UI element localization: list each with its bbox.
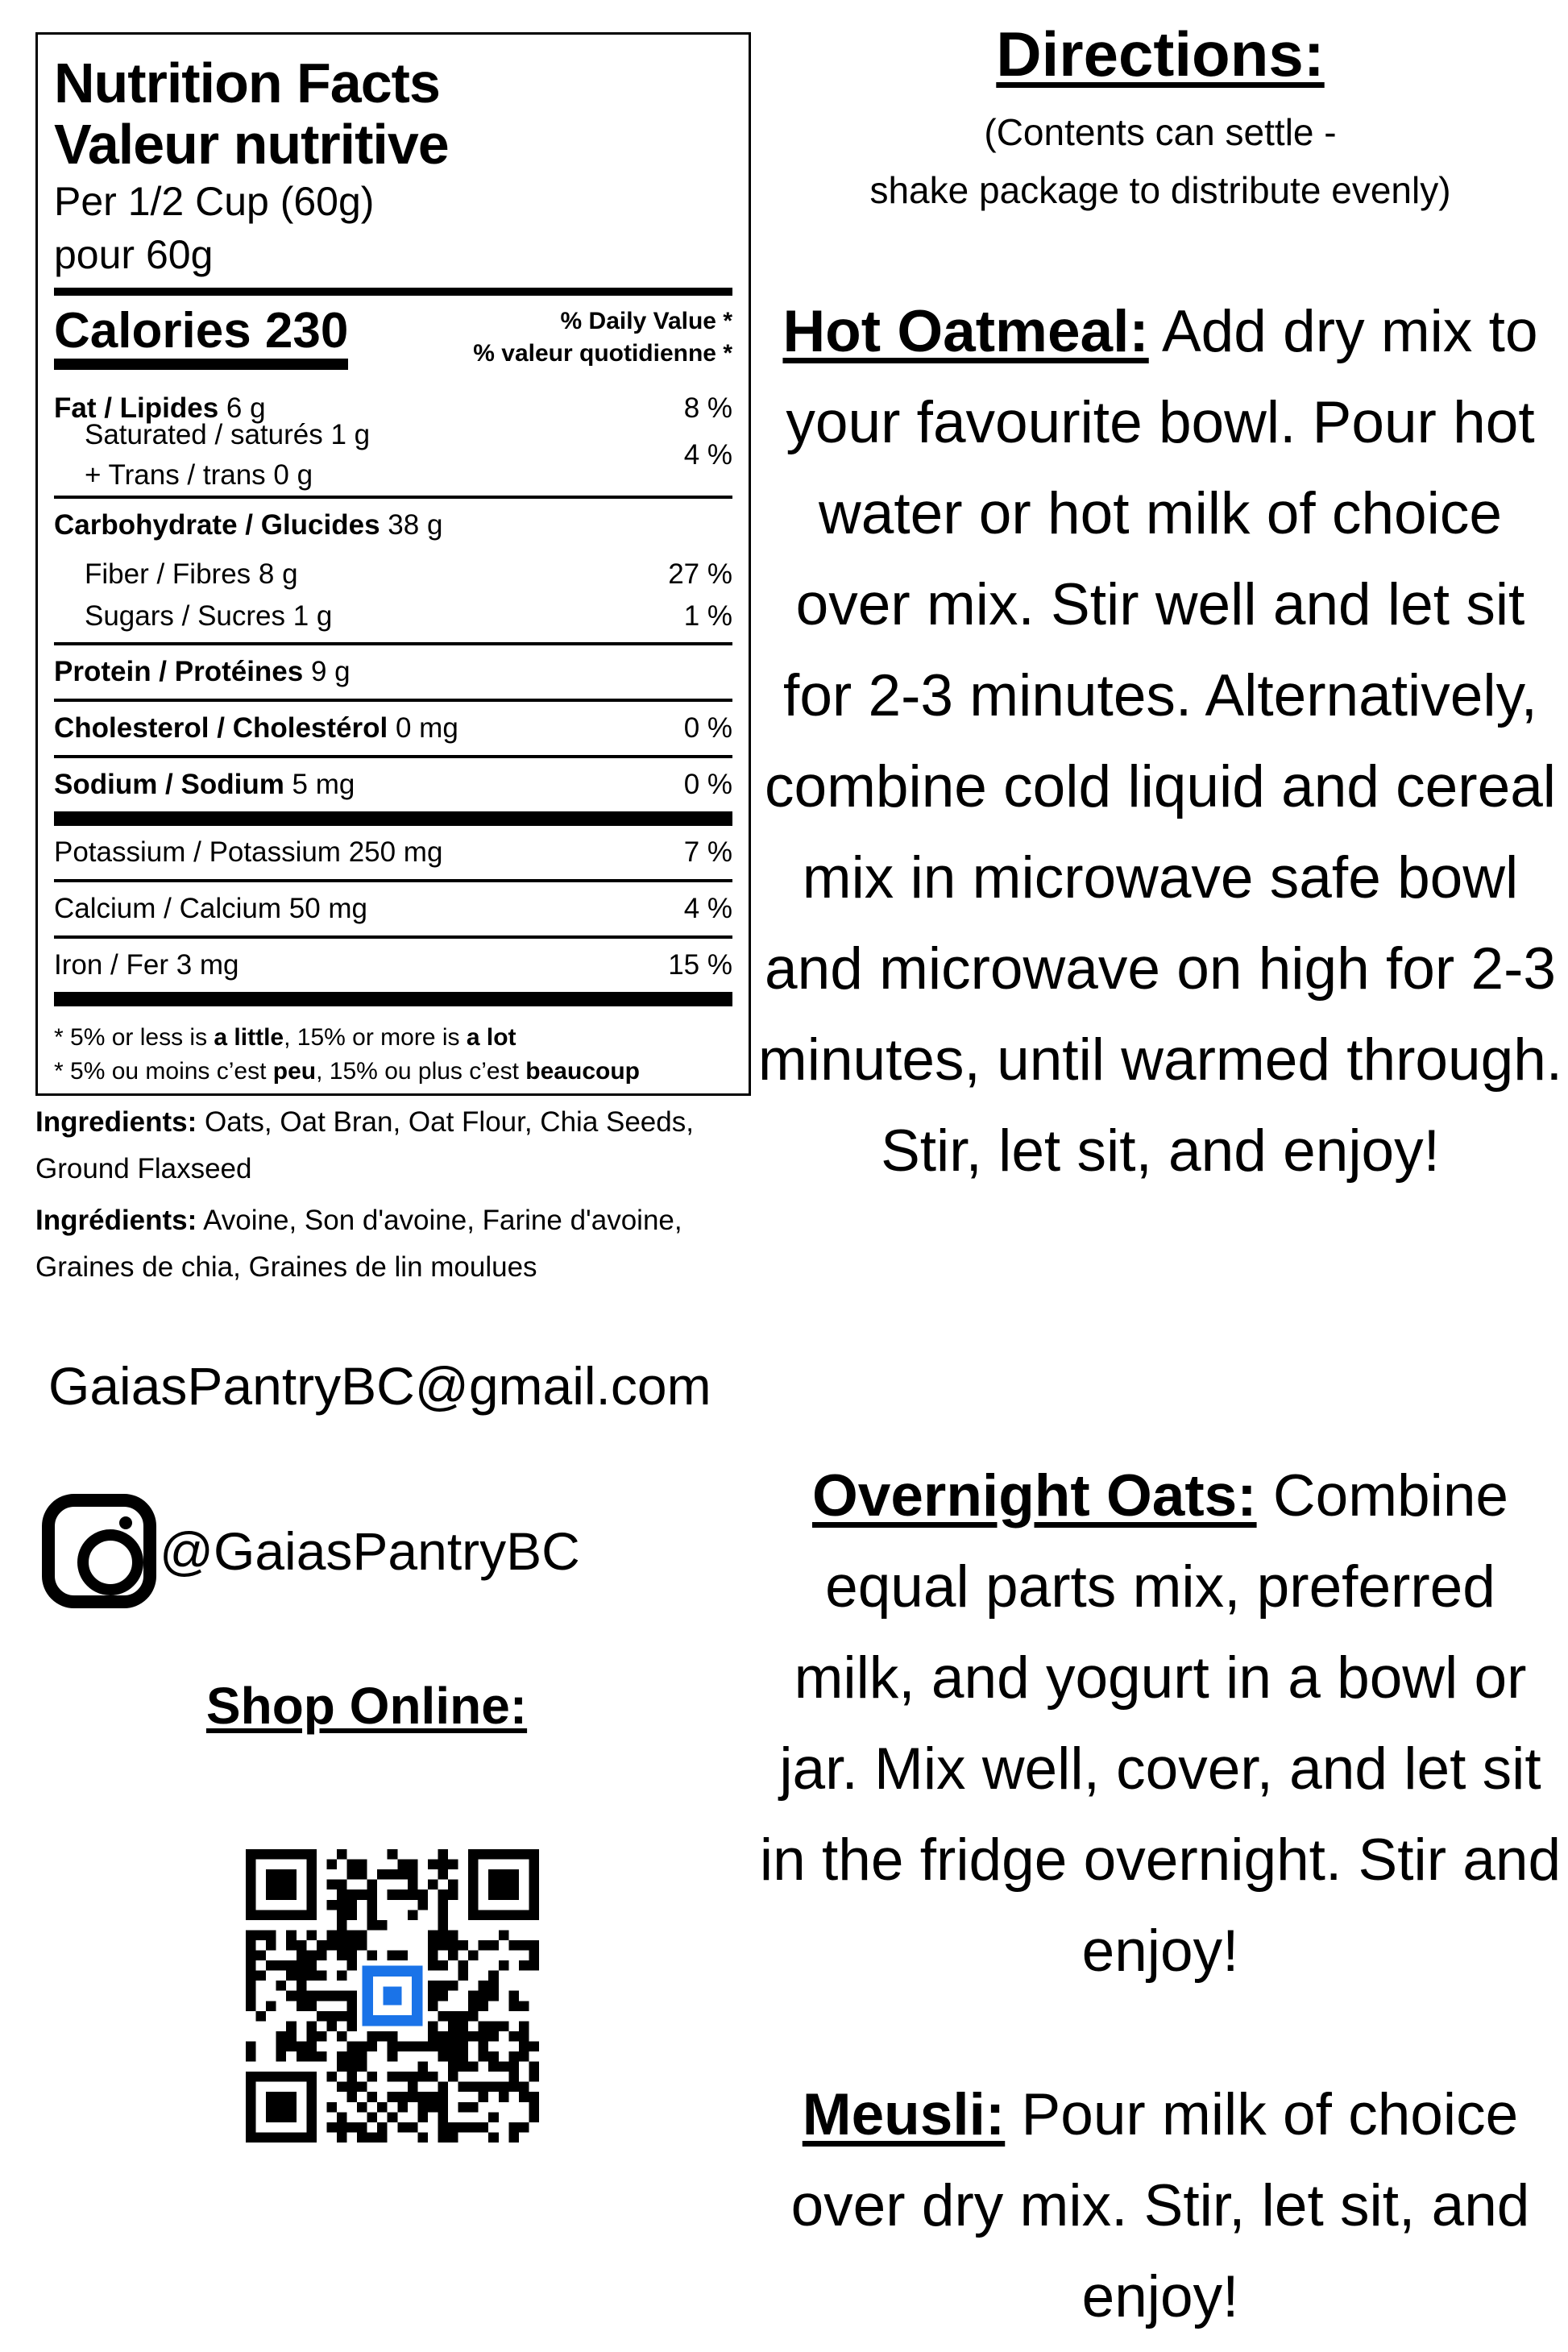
footnote-text: , 15% or more is: [284, 1024, 467, 1051]
cholesterol-row: [54, 702, 732, 755]
ingredients-en-label: Ingredients:: [35, 1106, 197, 1138]
protein-row: [54, 645, 732, 699]
cholesterol-dv: 0 %: [683, 712, 732, 744]
hot-oatmeal-heading: Hot Oatmeal:: [782, 299, 1149, 364]
saturated-trans-row: [54, 415, 732, 496]
footnote-text: * 5% ou moins c’est: [54, 1058, 273, 1085]
hot-oatmeal-text: Add dry mix to your favourite bowl. Pour hot water or hot milk of choice over mix. Stir well and let sit for 2-3 minutes. Alternatively, combine cold liquid and cereal mix in microwave safe bowl and microwave on high for 2-3 minutes, until warmed through. Stir, let sit, and enjoy!: [757, 299, 1563, 1184]
directions-note-line1: (Contents can settle -: [984, 111, 1337, 153]
footnote-bold: a little: [214, 1024, 284, 1051]
carb-label: Carbohydrate / Glucides: [54, 509, 380, 541]
meusli-directions: [757, 2069, 1563, 2342]
directions-title: Directions:: [996, 19, 1325, 89]
calcium-label: Calcium / Calcium 50 mg: [54, 893, 367, 924]
saturated-trans-dv: 4 %: [683, 439, 732, 471]
calcium-dv: 4 %: [683, 893, 732, 924]
sugars-row: [54, 597, 732, 636]
nutrition-title-fr: Valeur nutritive: [54, 113, 449, 176]
footnote-en: [54, 1021, 732, 1055]
potassium-dv: 7 %: [683, 836, 732, 868]
carbohydrate-row: [54, 499, 732, 552]
fat-dv: 8 %: [683, 392, 732, 424]
ingredients-en-text: Oats, Oat Bran, Oat Flour, Chia Seeds, Ground Flaxseed: [35, 1106, 694, 1184]
fiber-label: Fiber / Fibres 8 g: [85, 558, 298, 590]
sodium-dv: 0 %: [683, 769, 732, 800]
footnote-text: * 5% or less is: [54, 1024, 214, 1051]
qr-code-icon: [246, 1849, 539, 2143]
fat-amount: 6 g: [218, 392, 266, 424]
sodium-amount: 5 mg: [284, 769, 355, 800]
ingredients-fr-text: Avoine, Son d'avoine, Farine d'avoine, Graines de chia, Graines de lin moulues: [35, 1205, 682, 1283]
ingredients-en: [35, 1099, 761, 1193]
contact-email: GaiasPantryBC@gmail.com: [48, 1356, 711, 1416]
shop-online-heading: Shop Online:: [205, 1677, 528, 1735]
iron-label: Iron / Fer 3 mg: [54, 949, 239, 981]
ingredients-section: [35, 1099, 761, 1296]
directions-note: [757, 103, 1563, 219]
sugars-dv: 1 %: [683, 600, 732, 632]
nutrition-facts-table: [35, 32, 751, 1096]
daily-value-en: % Daily Value *: [560, 308, 732, 334]
fiber-row: [54, 552, 732, 597]
calories-row: [54, 296, 732, 370]
divider: [54, 811, 732, 826]
daily-value-header: [473, 305, 732, 370]
instagram-handle: @GaiasPantryBC: [160, 1521, 580, 1581]
potassium-label: Potassium / Potassium 250 mg: [54, 836, 443, 868]
divider: [54, 992, 732, 1006]
cholesterol-label: Cholesterol / Cholestérol: [54, 712, 388, 744]
serving-size-en: Per 1/2 Cup (60g): [54, 179, 375, 224]
serving-size-fr: pour 60g: [54, 232, 214, 277]
daily-value-fr: % valeur quotidienne *: [473, 340, 732, 367]
saturated-label: Saturated / saturés 1 g: [85, 419, 371, 450]
iron-dv: 15 %: [668, 949, 732, 981]
ingredients-fr-label: Ingrédients:: [35, 1205, 197, 1236]
sodium-row: [54, 758, 732, 811]
footnote-bold: beaucoup: [525, 1058, 640, 1085]
sugars-label: Sugars / Sucres 1 g: [85, 600, 333, 632]
overnight-oats-heading: Overnight Oats:: [811, 1463, 1257, 1529]
fiber-dv: 27 %: [668, 558, 732, 590]
fat-label: Fat / Lipides: [54, 392, 219, 424]
trans-label: + Trans / trans 0 g: [85, 459, 313, 491]
overnight-oats-directions: [757, 1450, 1563, 1997]
instagram-icon: [42, 1494, 156, 1608]
carb-amount: 38 g: [380, 509, 443, 541]
directions-note-line2: shake package to distribute evenly): [869, 169, 1451, 211]
calories-label: Calories 230: [54, 305, 348, 370]
footnote-text: , 15% ou plus c’est: [316, 1058, 526, 1085]
overnight-oats-text: Combine equal parts mix, preferred milk, and yogurt in a bowl or jar. Mix well, cover, and let sit in the fridge overnight. Stir and enjoy!: [759, 1463, 1562, 1984]
protein-label: Protein / Protéines: [54, 656, 304, 687]
meusli-heading: Meusli:: [802, 2082, 1006, 2147]
iron-row: [54, 939, 732, 992]
divider: [54, 288, 732, 296]
footnote-bold: a lot: [466, 1024, 516, 1051]
potassium-row: [54, 826, 732, 879]
meusli-text: Pour milk of choice over dry mix. Stir, let sit, and enjoy!: [790, 2082, 1530, 2329]
protein-amount: 9 g: [303, 656, 351, 687]
daily-value-footnote: [54, 1006, 732, 1089]
footnote-fr: [54, 1055, 732, 1089]
ingredients-fr: [35, 1197, 761, 1291]
footnote-bold: peu: [272, 1058, 317, 1085]
instagram-contact: [42, 1494, 580, 1608]
nutrition-title-en: Nutrition Facts: [54, 52, 440, 114]
sodium-label: Sodium / Sodium: [54, 769, 284, 800]
calcium-row: [54, 882, 732, 935]
hot-oatmeal-directions: [757, 286, 1563, 1197]
cholesterol-amount: 0 mg: [388, 712, 458, 744]
